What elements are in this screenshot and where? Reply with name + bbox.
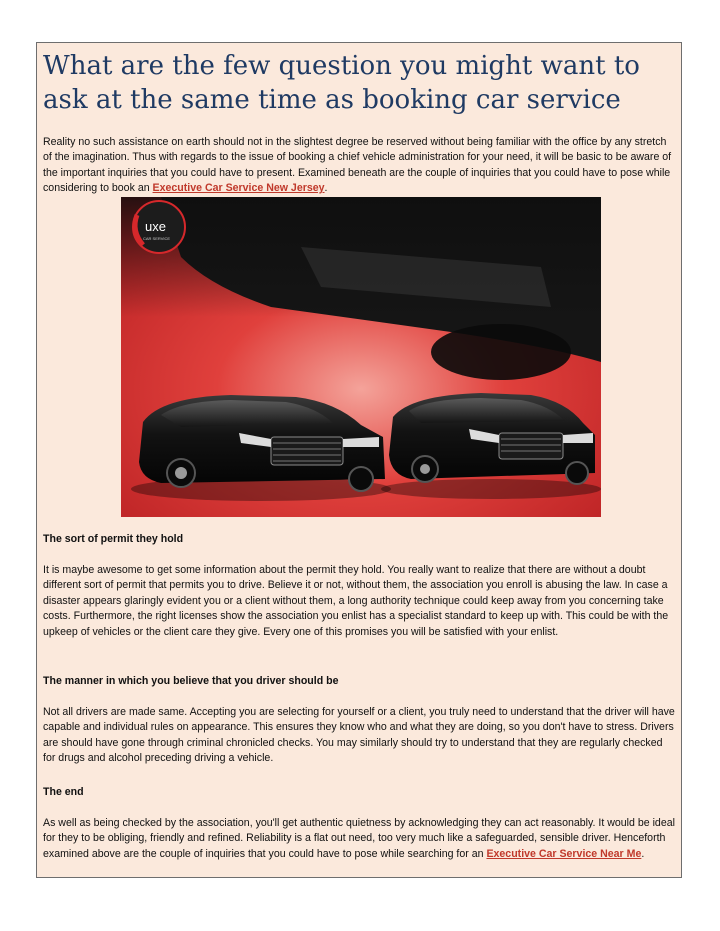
limousine-photo-graphic [121,197,601,517]
section-paragraph-permit: It is maybe awesome to get some information about the permit they hold. You really want to realize that there are without a doubt different sort of permit that permits you to drive. Believe it or not, without them, the association you enroll is abusing the law. In case a disaster appears glaringly evident you or a client without them, a long authority technique could keep away from you concerning take costs. Furthermore, the right licenses show the association you enlist has a specialist standard to keep up with. This could be with the upkeep of vehicles or the client care they give. Every one of this promises you will be satisfied with your enlist. [43,564,669,638]
executive-car-service-new-jersey-link[interactable]: Executive Car Service New Jersey [152,182,325,195]
end-period: . [641,847,645,860]
executive-car-service-near-me-link[interactable]: Executive Car Service Near Me [486,847,642,860]
intro-paragraph [43,135,677,197]
section-heading-driver: The manner in which you believe that you driver should be [43,675,339,687]
intro-text: Reality no such assistance on earth should not in the slightest degree be reserved without being familiar with the office by any stretch of the imagination. Thus with regards to the issue of booking a chief vehicle administration for your need, it will be basic to be aware of the important inquiries that you could have to present. Examined beneath are the couple of inquiries that you could have to pose while considering to book an [43,136,672,195]
section-paragraph-end [43,816,677,862]
section-heading-end: The end [43,786,84,798]
logo-text: uxe [145,219,166,234]
page-title: What are the few question you might want to ask at the same time as booking car service [43,51,640,115]
logo-subtext: CAR SERVICE [143,236,171,241]
limousine-image [121,197,601,517]
end-text: As well as being checked by the association, you'll get authentic quietness by acknowledging they can act reasonably. It would be ideal for they to be obliging, friendly and refined. Reliability is a flat out need, too very much like a safeguarded, sensible driver. Henceforth examined above are the couple of inquiries that you could have to pose while searching for an [43,817,675,860]
intro-end: . [324,182,328,195]
section-heading-permit: The sort of permit they hold [43,533,184,545]
document-page [36,42,682,878]
luxe-logo [133,201,185,253]
section-paragraph-driver: Not all drivers are made same. Accepting you are selecting for yourself or a client, you truly need to understand that the driver will have capable and individual rules on appearance. This ensures they know who and what they are doing, so you don't have to stress. Drivers are should have gone through criminal chronicled checks. You may similarly should try to understand that they are regularly checked for drugs and alcohol preceding driving a vehicle. [43,706,675,765]
